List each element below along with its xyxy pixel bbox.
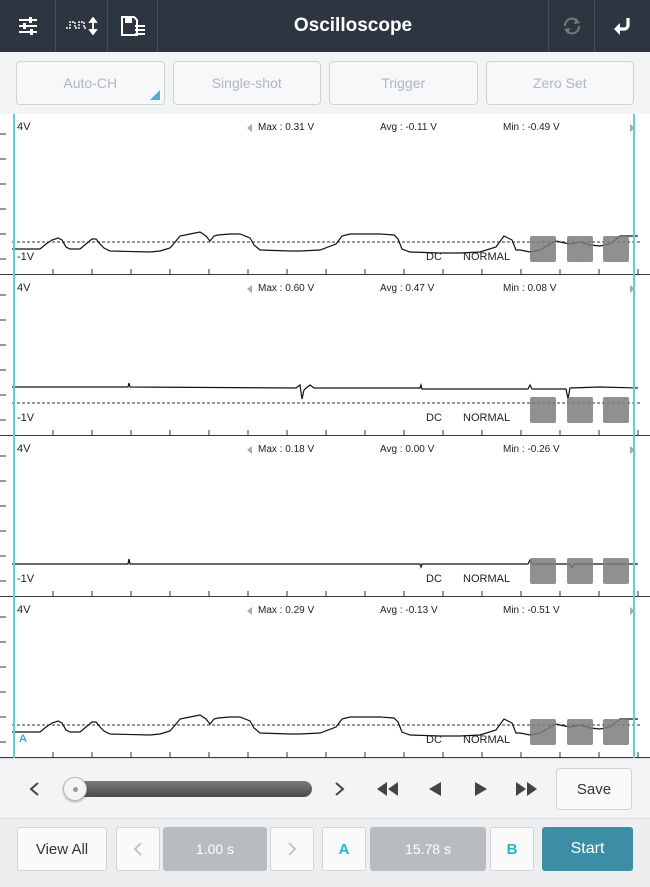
channel-3-max: Max : 0.18 V — [258, 444, 315, 455]
auto-ch-button[interactable] — [16, 61, 165, 105]
channel-2-expand-button[interactable] — [603, 397, 629, 423]
marker-b-button[interactable]: B — [490, 827, 534, 871]
channel-2-down-button[interactable] — [567, 397, 593, 423]
channel-2-settings-button[interactable] — [530, 397, 556, 423]
channel-1-top-scale: 4V — [17, 121, 31, 133]
header-bar — [0, 0, 650, 52]
channel-panel-4[interactable] — [0, 597, 650, 758]
fast-forward-icon[interactable] — [515, 778, 539, 800]
step-forward-icon[interactable] — [469, 778, 493, 800]
channel-panel-1[interactable] — [0, 114, 650, 275]
channel-4-max: Max : 0.29 V — [258, 605, 315, 616]
channel-3-avg: Avg : 0.00 V — [380, 444, 435, 455]
chevron-left-icon — [132, 841, 144, 857]
channel-panel-3[interactable] — [0, 436, 650, 597]
save-list-icon[interactable] — [108, 0, 158, 52]
scroll-left-icon — [247, 285, 252, 293]
trigger-label: Trigger — [381, 75, 426, 91]
zero-set-button[interactable] — [486, 61, 635, 105]
fast-rewind-icon[interactable] — [376, 778, 400, 800]
zero-set-label: Zero Set — [532, 75, 587, 91]
marker-a-button[interactable]: A — [322, 827, 366, 871]
channel-2-avg: Avg : 0.47 V — [380, 283, 435, 294]
playback-bar — [0, 758, 650, 818]
dropdown-corner-icon — [150, 90, 160, 100]
channel-1-avg: Avg : -0.11 V — [380, 122, 437, 133]
cursor-time-value: 15.78 s — [370, 827, 486, 871]
scope-toolbar — [0, 52, 650, 114]
channel-1-coupling: DC — [426, 251, 442, 263]
channel-4-settings-button[interactable] — [530, 719, 556, 745]
view-all-button[interactable]: View All — [17, 827, 107, 871]
channel-1-mode: NORMAL — [463, 251, 511, 263]
channel-3-coupling: DC — [426, 573, 442, 585]
scroll-left-icon — [247, 124, 252, 132]
channel-1-down-button[interactable] — [567, 236, 593, 262]
channel-3-expand-button[interactable] — [603, 558, 629, 584]
scope-display — [0, 114, 650, 758]
channel-3-mode: NORMAL — [463, 573, 511, 585]
channel-4-top-scale: 4V — [17, 604, 31, 616]
page-title: Oscilloscope — [293, 15, 413, 36]
time-div-value: 1.00 s — [163, 827, 267, 871]
marker-a-flag: A — [19, 733, 27, 745]
time-increase-button[interactable] — [270, 827, 314, 871]
channel-4-coupling: DC — [426, 734, 442, 746]
channel-4-avg: Avg : -0.13 V — [380, 605, 438, 616]
single-shot-button[interactable] — [173, 61, 322, 105]
cursor-a-line[interactable] — [13, 114, 15, 758]
channel-4-min: Min : -0.51 V — [503, 605, 560, 616]
save-button[interactable]: Save — [556, 768, 632, 810]
channel-1-settings-button[interactable] — [530, 236, 556, 262]
time-decrease-button[interactable] — [116, 827, 160, 871]
channel-1-min: Min : -0.49 V — [503, 122, 560, 133]
slider-prev-icon[interactable] — [22, 778, 46, 800]
channel-4-mode: NORMAL — [463, 734, 511, 746]
channel-2-top-scale: 4V — [17, 282, 31, 294]
refresh-icon[interactable] — [548, 0, 594, 52]
channel-1-max: Max : 0.31 V — [258, 122, 315, 133]
bottom-bar — [0, 818, 650, 887]
channel-3-down-button[interactable] — [567, 558, 593, 584]
start-button[interactable]: Start — [542, 827, 633, 871]
channel-4-expand-button[interactable] — [603, 719, 629, 745]
channel-2-min: Min : 0.08 V — [503, 283, 557, 294]
channel-3-min: Min : -0.26 V — [503, 444, 560, 455]
scroll-left-icon — [247, 607, 252, 615]
trigger-button[interactable] — [329, 61, 478, 105]
channel-2-bottom-scale: -1V — [17, 412, 35, 424]
settings-sliders-icon[interactable] — [0, 0, 56, 52]
channel-1-expand-button[interactable] — [603, 236, 629, 262]
back-return-icon[interactable] — [594, 0, 650, 52]
step-back-icon[interactable] — [423, 778, 447, 800]
cursor-b-line[interactable] — [633, 114, 635, 758]
channel-4-down-button[interactable] — [567, 719, 593, 745]
channel-3-bottom-scale: -1V — [17, 573, 35, 585]
channel-2-mode: NORMAL — [463, 412, 511, 424]
channel-1-bottom-scale: -1V — [17, 251, 35, 263]
chevron-right-icon — [286, 841, 298, 857]
channel-2-coupling: DC — [426, 412, 442, 424]
signal-adjust-icon[interactable] — [56, 0, 108, 52]
channel-3-top-scale: 4V — [17, 443, 31, 455]
channel-2-max: Max : 0.60 V — [258, 283, 315, 294]
slider-next-icon[interactable] — [328, 778, 352, 800]
timeline-slider-track[interactable] — [66, 781, 312, 797]
auto-ch-label: Auto-CH — [63, 75, 118, 91]
single-shot-label: Single-shot — [211, 75, 282, 91]
channel-3-settings-button[interactable] — [530, 558, 556, 584]
timeline-slider-knob[interactable] — [63, 777, 87, 801]
scroll-left-icon — [247, 446, 252, 454]
channel-panel-2[interactable] — [0, 275, 650, 436]
